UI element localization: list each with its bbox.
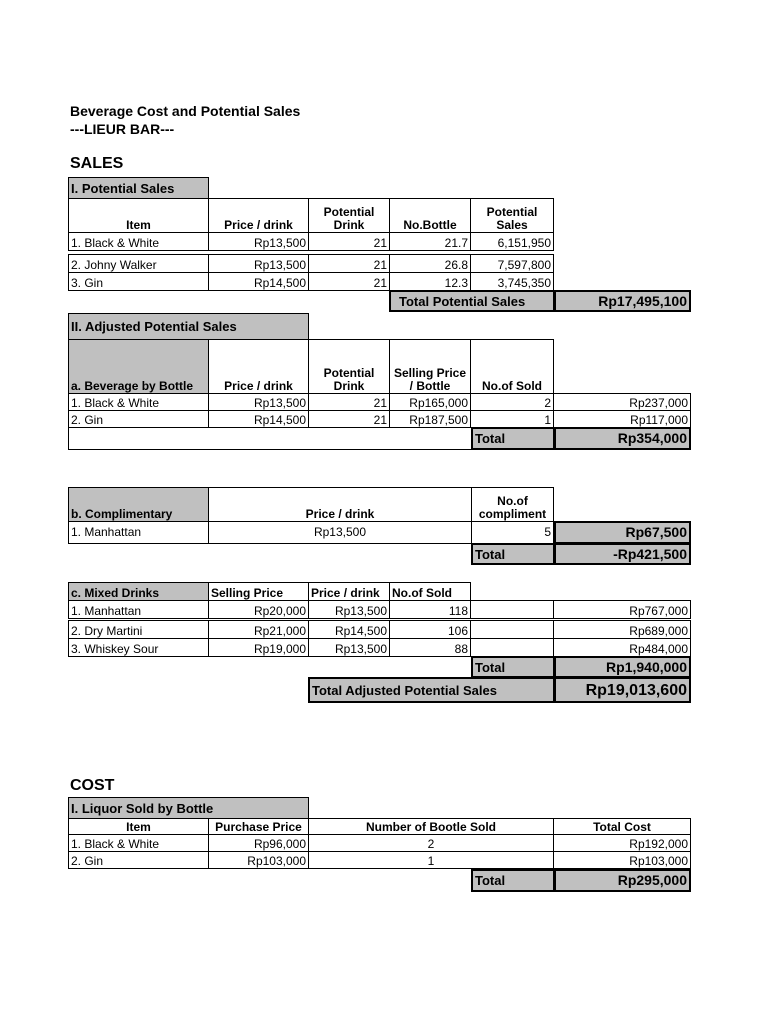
col-header-price-drink: Price / drink	[208, 487, 472, 522]
mixed-total-label: Total	[471, 656, 555, 678]
liquor-total-label: Total	[471, 869, 555, 892]
table-row-cell: Rp689,000	[553, 620, 691, 639]
table-row-cell: 21	[308, 232, 390, 251]
table-row-cell: 7,597,800	[470, 254, 554, 273]
table-row-cell: Rp237,000	[553, 393, 691, 411]
table-row-cell: 1. Black & White	[68, 834, 209, 852]
bottle-total-value: Rp354,000	[554, 427, 691, 450]
table-row-cell: Rp13,500	[208, 521, 472, 544]
table-row-cell: 21	[308, 410, 390, 428]
col-header-no-bottle: No.Bottle	[389, 198, 471, 233]
table-row-cell: Rp13,500	[308, 600, 390, 619]
col-header-total-cost: Total Cost	[553, 818, 691, 835]
document-title: Beverage Cost and Potential Sales	[70, 103, 301, 119]
col-header-complimentary: b. Complimentary	[68, 487, 209, 522]
table-row-cell: Rp21,000	[208, 620, 309, 639]
table-row-cell: 118	[389, 600, 471, 619]
potential-sales-title: I. Potential Sales	[68, 177, 209, 199]
col-header-price-drink: Price / drink	[208, 339, 309, 394]
empty-cell	[470, 600, 554, 619]
empty-cell	[68, 427, 472, 450]
table-row-cell: 88	[389, 638, 471, 657]
table-row-cell: 1	[470, 410, 554, 428]
total-potential-sales-label: Total Potential Sales	[389, 290, 555, 312]
table-row-cell: Rp96,000	[208, 834, 309, 852]
table-row-cell: 2	[470, 393, 554, 411]
table-row-cell: 1. Manhattan	[68, 521, 209, 544]
table-row-cell: Rp19,000	[208, 638, 309, 657]
col-header-price-drink: Price / drink	[208, 198, 309, 233]
col-header-purchase-price: Purchase Price	[208, 818, 309, 835]
cost-heading: COST	[70, 777, 115, 794]
empty-cell	[470, 638, 554, 657]
table-row-cell: 5	[471, 521, 554, 544]
table-row-cell: 1. Black & White	[68, 393, 209, 411]
table-row-cell: 2. Dry Martini	[68, 620, 209, 639]
table-row-cell: 21.7	[389, 232, 471, 251]
table-row-cell: Rp103,000	[208, 851, 309, 869]
table-row-cell: Rp187,500	[389, 410, 471, 428]
table-row-cell: 21	[308, 254, 390, 273]
col-header-no-of-compliment: No.of compliment	[471, 487, 554, 522]
col-header-item: Item	[68, 818, 209, 835]
col-header-beverage-by-bottle: a. Beverage by Bottle	[68, 339, 209, 394]
table-row-cell: Rp14,500	[208, 272, 309, 291]
table-row-cell: 3. Whiskey Sour	[68, 638, 209, 657]
table-row-cell: 3,745,350	[470, 272, 554, 291]
compliment-total-value: -Rp421,500	[554, 543, 691, 565]
table-row-cell: Rp103,000	[553, 851, 691, 869]
table-row-cell: Rp14,500	[308, 620, 390, 639]
table-row-cell: 2	[308, 834, 554, 852]
table-row-cell: 2. Gin	[68, 851, 209, 869]
table-row-cell: Rp14,500	[208, 410, 309, 428]
mixed-total-value: Rp1,940,000	[554, 656, 691, 678]
table-row-cell: Rp13,500	[208, 393, 309, 411]
table-row-cell: 1	[308, 851, 554, 869]
table-row-cell: 1. Black & White	[68, 232, 209, 251]
table-row-cell: 1. Manhattan	[68, 600, 209, 619]
table-row-cell: Rp13,500	[308, 638, 390, 657]
table-row-cell: 2. Gin	[68, 410, 209, 428]
adjusted-potential-sales-title: II. Adjusted Potential Sales	[68, 313, 309, 340]
table-row-cell: Rp13,500	[208, 232, 309, 251]
table-row-cell: 21	[308, 393, 390, 411]
col-header-number-sold: Number of Bootle Sold	[308, 818, 554, 835]
col-header-item: Item	[68, 198, 209, 233]
total-adjusted-potential-sales-value: Rp19,013,600	[554, 677, 691, 703]
col-header-potential-drink: Potential Drink	[308, 339, 390, 394]
table-row-cell: Rp165,000	[389, 393, 471, 411]
table-row-cell: 21	[308, 272, 390, 291]
empty-cell	[470, 620, 554, 639]
table-row-cell: Rp192,000	[553, 834, 691, 852]
col-header-potential-sales: Potential Sales	[470, 198, 554, 233]
total-adjusted-potential-sales-label: Total Adjusted Potential Sales	[308, 677, 555, 703]
table-row-cell: 26.8	[389, 254, 471, 273]
total-potential-sales-value: Rp17,495,100	[554, 290, 691, 312]
col-header-selling-price: Selling Price	[208, 582, 309, 601]
document-subtitle: ---LIEUR BAR---	[70, 121, 175, 137]
col-header-selling-price-bottle: Selling Price / Bottle	[389, 339, 471, 394]
table-row-cell: 12.3	[389, 272, 471, 291]
table-row-cell: Rp20,000	[208, 600, 309, 619]
col-header-no-of-sold: No.of Sold	[470, 339, 554, 394]
col-header-price-drink: Price / drink	[308, 582, 390, 601]
compliment-value: Rp67,500	[554, 521, 691, 544]
table-row-cell: Rp484,000	[553, 638, 691, 657]
liquor-sold-title: I. Liquor Sold by Bottle	[68, 797, 309, 819]
col-header-no-of-sold: No.of Sold	[389, 582, 471, 601]
col-header-potential-drink: Potential Drink	[308, 198, 390, 233]
table-row-cell: 6,151,950	[470, 232, 554, 251]
liquor-total-value: Rp295,000	[554, 869, 691, 892]
table-row-cell: 2. Johny Walker	[68, 254, 209, 273]
bottle-total-label: Total	[471, 427, 555, 450]
sales-heading: SALES	[70, 155, 124, 172]
col-header-mixed-drinks: c. Mixed Drinks	[68, 582, 209, 601]
table-row-cell: Rp117,000	[553, 410, 691, 428]
table-row-cell: Rp767,000	[553, 600, 691, 619]
table-row-cell: 3. Gin	[68, 272, 209, 291]
compliment-total-label: Total	[471, 543, 555, 565]
table-row-cell: 106	[389, 620, 471, 639]
table-row-cell: Rp13,500	[208, 254, 309, 273]
